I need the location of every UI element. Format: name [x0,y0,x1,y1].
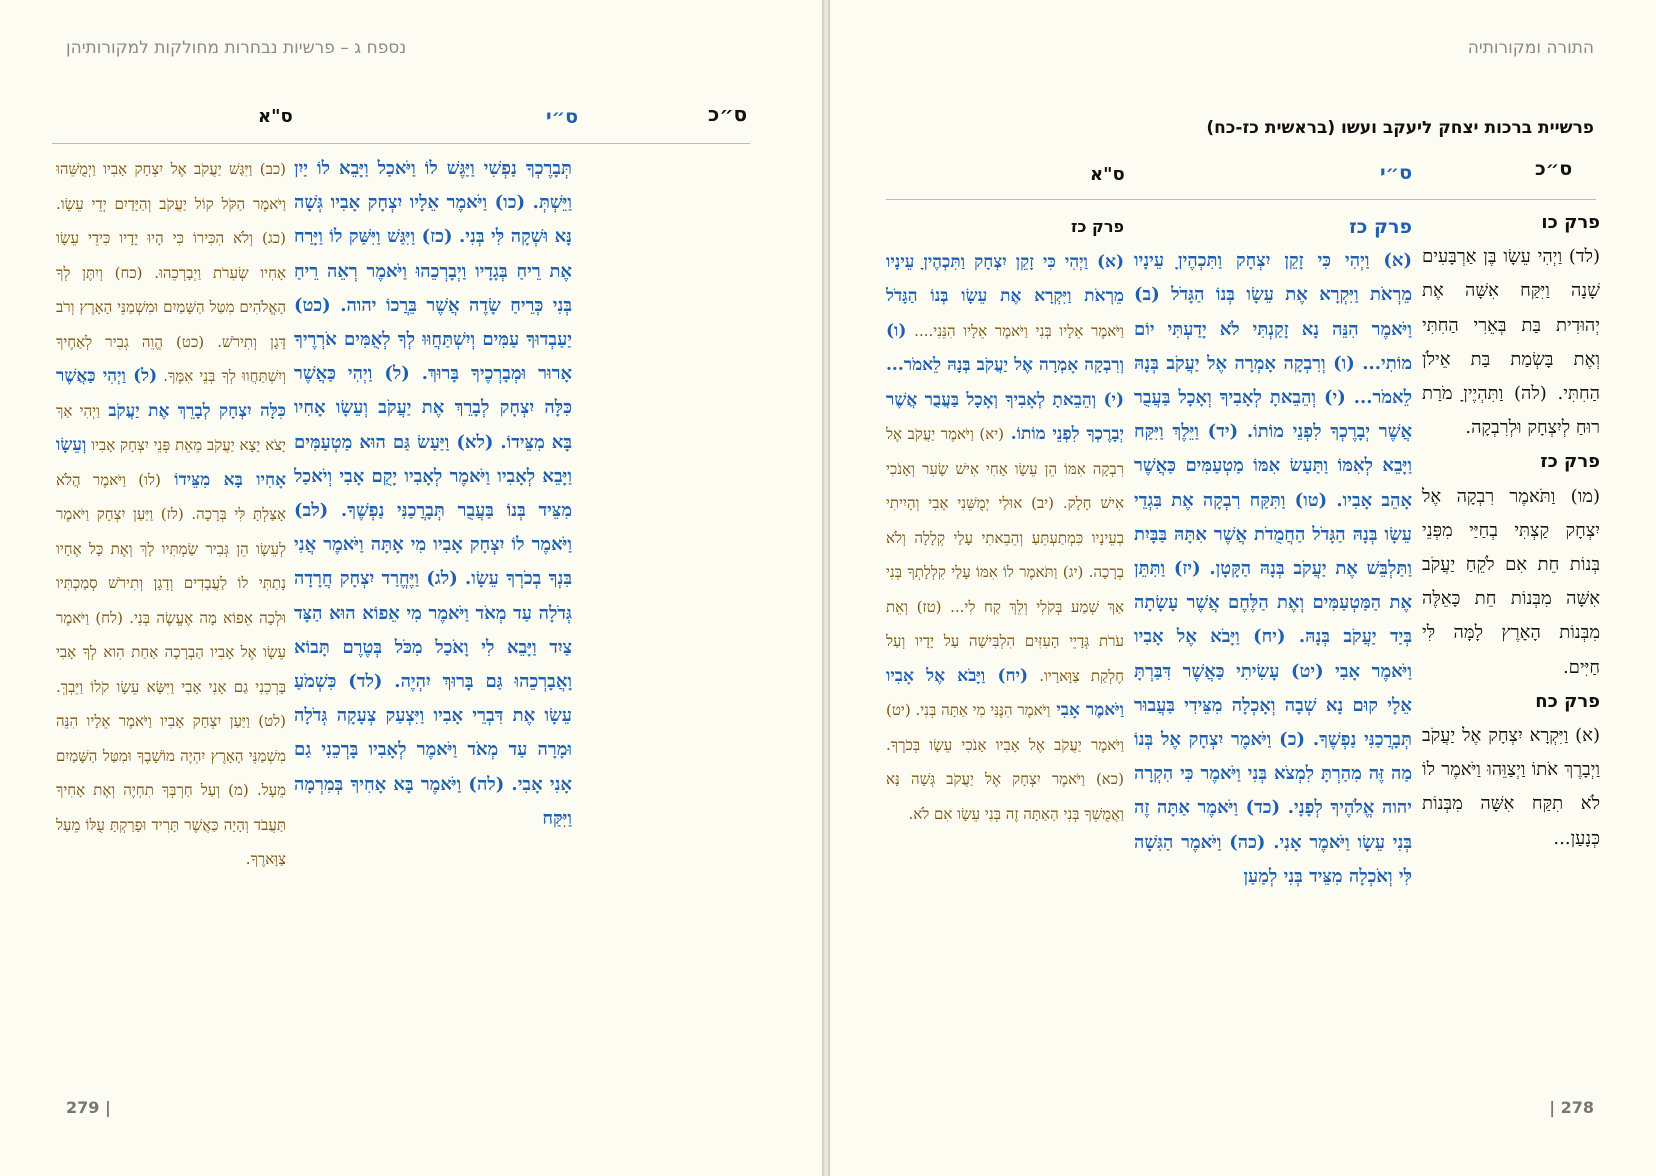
text-segment-gold: וַיֹּאמֶר אֵלָיו בְּנִי וַיֹּאמֶר אֵלָיו הִנֵּנִי.... [906,321,1124,340]
column-ss [1134,210,1412,1070]
column-sa [886,210,1124,1010]
column-ss-text: תְּבָרֶכְךָ נַפְשִׁי וַיַּגֶּשׁ לוֹ וַיֹּאכַל וַיָּבֵא לוֹ יַיִן וַיֵּשְׁתְּ. (כו) וַיֹּאמֶר אֵלָיו יִצְחָק אָבִיו גְּשָׁה נָּא וּשְׁקָה לִּי בְּנִי. (כז) וַיִּגַּשׁ וַיִּשַּׁק לוֹ וַיָּרַח אֶת רֵיחַ בְּגָדָיו וַיְבָרְכֵהוּ וַיֹּאמֶר רְאֵה רֵיחַ בְּנִי כְּרֵיחַ שָׂדֶה אֲשֶׁר בֵּרֲכוֹ יהוה. (כט) יַעַבְדוּךָ עַמִּים וְיִשְׁתַּחֲוּוּ לְךָ לְאֻמִּים אֹרְרֶיךָ אָרוּר וּמְבָרְכֶיךָ בָּרוּךְ. (ל) וַיְהִי כַּאֲשֶׁר כִּלָּה יִצְחָק לְבָרֵךְ אֶת יַעֲקֹב וְעֵשָׂו אָחִיו בָּא מִצֵּידוֹ. (לא) וַיַּעַשׂ גַּם הוּא מַטְעַמִּים וַיָּבֵא לְאָבִיו וַיֹּאמֶר לְאָבִיו יָקֻם אָבִי וְיֹאכַל מִצֵּיד בְּנוֹ בַּעֲבֻר תְּבָרֲכַנִּי נַפְשֶׁךָ. (לב) וַיֹּאמֶר לוֹ יִצְחָק אָבִיו מִי אָתָּה וַיֹּאמֶר אֲנִי בִּנְךָ בְכֹרְךָ עֵשָׂו. (לג) וַיֶּחֱרַד יִצְחָק חֲרָדָה גְּדֹלָה עַד מְאֹד וַיֹּאמֶר מִי אֵפוֹא הוּא הַצָּד צַיִד וַיָּבֵא לִי וָאֹכַל מִכֹּל בְּטֶרֶם תָּבוֹא וָאֲבָרְכֵהוּ גַּם בָּרוּךְ יִהְיֶה. (לד) כִּשְׁמֹעַ עֵשָׂו אֶת דִּבְרֵי אָבִיו וַיִּצְעַק צְעָקָה גְּדֹלָה וּמָרָה עַד מְאֹד וַיֹּאמֶר לְאָבִיו בָּרְכֵנִי גַם אָנִי אָבִי. (לה) וַיֹּאמֶר בָּא אָחִיךָ בְּמִרְמָה וַיִּקַּח [294,158,572,829]
verse-block: (א) וַיִּקְרָא יִצְחָק אֶל יַעֲקֹב וַיְבָרֶךְ אֹתוֹ וַיְצַוֵּהוּ וַיֹּאמֶר לוֹ לֹא תִקַּח אִשָּׁה מִבְּנוֹת כְּנָעַן... [1422,725,1600,849]
page-number: | 278 [1549,1098,1594,1117]
column-sa-text [886,245,1124,832]
text-segment-blue: (יח) וַיָּבֹא אֶל אָבִיו וַיֹּאמֶר אָבִי [886,665,1124,720]
running-head: התורה ומקורותיה [1467,38,1594,58]
text-segment-blue: וְעֵשָׂו אָחִיו בָּא מִצֵּידוֹ [56,435,286,490]
right-page [830,0,1656,1176]
text-segment-gold: (יא) וַיֹּאמֶר יַעֲקֹב אֶל רִבְקָה אִמּוֹ הֵן עֵשָׂו אָחִי אִישׁ שָׂעִר וְאָנֹכִי אִישׁ חָלָק. (יב) אוּלַי יְמֻשֵּׁנִי אָבִי וְהָיִיתִי בְעֵינָיו כִּמְתַעְתֵּעַ וְהֵבֵאתִי עָלַי קְלָלָה וְלֹא בְרָכָה. (יג) וַתֹּאמֶר לוֹ אִמּוֹ עָלַי קִלְלָתְךָ בְּנִי אַךְ שְׁמַע בְּקֹלִי וְלֵךְ קַח לִי... (טז) וְאֵת עֹרֹת גְּדָיֵי הָעִזִּים הִלְבִּישָׁה עַל יָדָיו וְעַל חֶלְקַת צַוָּארָיו. [886,425,1124,685]
text-segment-blue: (א) וַיְהִי כִּי זָקֵן יִצְחָק וַתִּכְהֶיןָ עֵינָיו מֵרְאֹת וַיִּקְרָא אֶת עֵשָׂו בְּנוֹ הַגָּדֹל [886,251,1124,306]
chapter-heading: פרק כז [1349,216,1412,238]
text-segment-gold: (כב) וַיִּגַּשׁ יַעֲקֹב אֶל יִצְחָק אָבִיו וַיְמֻשֵּׁהוּ וַיֹּאמֶר הַקֹּל קוֹל יַעֲקֹב וְהַיָּדַיִם יְדֵי עֵשָׂו. (כג) וְלֹא הִכִּירוֹ כִּי הָיוּ יָדָיו כִּידֵי עֵשָׂו אָחִיו שְׂעִרֹת וַיְבָרְכֵהוּ. (כח) וְיִתֶּן לְךָ הָאֱלֹהִים מִטַּל הַשָּׁמַיִם וּמִשְׁמַנֵּי הָאָרֶץ וְרֹב דָּגָן וְתִירֹשׁ. (כט) הֱוֵה גְבִיר לְאַחֶיךָ וְיִשְׁתַּחֲווּ לְךָ בְּנֵי אִמֶּךָ. [56,160,286,385]
column-header-ss: ס״י [1380,162,1412,184]
column-header-sc: ס״כ [708,102,748,126]
text-segment-gold: וַיֹּאמֶר הִנֶּנִּי מִי אַתָּה בְּנִי. (יט) וַיֹּאמֶר יַעֲקֹב אֶל אָבִיו אָנֹכִי עֵשָׂו בְּכֹרֶךָ. (כא) וַיֹּאמֶר יִצְחָק אֶל יַעֲקֹב גְּשָׁה נָּא וַאֲמֻשְׁךָ בְּנִי הַאַתָּה זֶה בְּנִי עֵשָׂו אִם לֹא. [886,701,1124,823]
text-segment-gold: וַיְהִי אַךְ יָצֹא יָצָא יַעֲקֹב מֵאֵת פְּנֵי יִצְחָק אָבִיו [56,401,286,454]
column-header-ss: ס״י [546,106,578,128]
column-sc-text [1422,206,1600,966]
chapter-heading: פרק כח [1535,690,1600,712]
page-number: 279 | [66,1098,111,1117]
header-rule [886,199,1596,200]
text-segment-blue: (ו) וְרִבְקָה אָמְרָה אֶל יַעֲקֹב בְּנָהּ לֵאמֹר... (י) וְהֵבֵאתָ לְאָבִיךָ וְאָכָל בַּעֲבֻר אֲשֶׁר יְבָרֶכְךָ לִפְנֵי מוֹתוֹ. [886,320,1124,444]
chapter-heading: פרק כז [1540,451,1600,473]
verse-block: (מו) וַתֹּאמֶר רִבְקָה אֶל יִצְחָק קַצְתִּי בְחַיַּי מִפְּנֵי בְּנוֹת חֵת אִם לֹקֵחַ יַעֲקֹב אִשָּׁה מִבְּנוֹת חֵת כָּאֵלֶּה מִבְּנוֹת הָאָרֶץ לָמָּה לִּי חַיִּים. [1422,485,1600,678]
section-title: פרשיית ברכות יצחק ליעקב ועשו (בראשית כז-כח) [1206,118,1594,138]
column-header-sa: ס"א [258,106,293,127]
verse-block: (לד) וַיְהִי עֵשָׂו בֶּן אַרְבָּעִים שָׁנָה וַיִּקַּח אִשָּׁה אֶת יְהוּדִית בַּת בְּאֵרִי הַחִתִּי וְאֶת בָּשְׂמַת בַּת אֵילֹן הַחִתִּי. (לה) וַתִּהְיֶיןָ מֹרַת רוּחַ לְיִצְחָק וּלְרִבְקָה. [1422,246,1600,439]
column-sa-text [56,152,286,1022]
running-head: נספח ג – פרשיות נבחרות מחולקות למקורותיהן [66,38,407,58]
header-rule [52,143,750,144]
book-gutter [822,0,830,1176]
chapter-heading: פרק כז [1071,217,1124,236]
text-segment-blue: (ל) וַיְהִי כַּאֲשֶׁר כִּלָּה יִצְחָק לְבָרֵךְ אֶת יַעֲקֹב [56,366,286,421]
text-segment-gold: (לו) וַיֹּאמֶר הֲלֹא אָצַלְתָּ לִּי בְּרָכָה. (לז) וַיַּעַן יִצְחָק וַיֹּאמֶר לְעֵשָׂו הֵן גְּבִיר שַׂמְתִּיו לָךְ וְאֶת כָּל אֶחָיו נָתַתִּי לוֹ לַעֲבָדִים וְדָגָן וְתִירֹשׁ סְמַכְתִּיו וּלְכָה אֵפוֹא מָה אֶעֱשֶׂה בְּנִי. (לח) וַיֹּאמֶר עֵשָׂו אֶל אָבִיו הַבְרָכָה אַחַת הִוא לְךָ אָבִי בָּרְכֵנִי גַם אָנִי אָבִי וַיִּשָּׂא עֵשָׂו קֹלוֹ וַיֵּבְךְּ. (לט) וַיַּעַן יִצְחָק אָבִיו וַיֹּאמֶר אֵלָיו הִנֵּה מִשְׁמַנֵּי הָאָרֶץ יִהְיֶה מוֹשָׁבֶךָ וּמִטַּל הַשָּׁמַיִם מֵעָל. (מ) וְעַל חַרְבְּךָ תִחְיֶה וְאֶת אָחִיךָ תַּעֲבֹד וְהָיָה כַּאֲשֶׁר תָּרִיד וּפָרַקְתָּ עֻלּוֹ מֵעַל צַוָּארֶךָ. [56,470,286,868]
column-ss-text: (א) וַיְהִי כִּי זָקֵן יִצְחָק וַתִּכְהֶיןָ עֵינָיו מֵרְאֹת וַיִּקְרָא אֶת עֵשָׂו בְּנוֹ הַגָּדֹל (ב) וַיֹּאמֶר הִנֵּה נָא זָקַנְתִּי לֹא יָדַעְתִּי יוֹם מוֹתִי... (ו) וְרִבְקָה אָמְרָה אֶל יַעֲקֹב בְּנָהּ לֵאמֹר... (י) וְהֵבֵאתָ לְאָבִיךָ וְאָכָל בַּעֲבֻר אֲשֶׁר יְבָרֶכְךָ לִפְנֵי מוֹתוֹ. (יד) וַיֵּלֶךְ וַיִּקַּח וַיָּבֵא לְאִמּוֹ וַתַּעַשׂ אִמּוֹ מַטְעַמִּים כַּאֲשֶׁר אָהֵב אָבִיו. (טו) וַתִּקַּח רִבְקָה אֶת בִּגְדֵי עֵשָׂו בְּנָהּ הַגָּדֹל הַחֲמֻדֹת אֲשֶׁר אִתָּהּ בַּבָּיִת וַתַּלְבֵּשׁ אֶת יַעֲקֹב בְּנָהּ הַקָּטָן. (יז) וַתִּתֵּן אֶת הַמַּטְעַמִּים וְאֶת הַלֶּחֶם אֲשֶׁר עָשָׂתָה בְּיַד יַעֲקֹב בְּנָהּ. (יח) וַיָּבֹא אֶל אָבִיו וַיֹּאמֶר אָבִי (יט) עָשִׂיתִי כַּאֲשֶׁר דִּבַּרְתָּ אֵלָי קוּם נָא שְׁבָה וְאָכְלָה מִצֵּידִי בַּעֲבוּר תְּבָרֲכַנִּי נַפְשֶׁךָ. (כ) וַיֹּאמֶר יִצְחָק אֶל בְּנוֹ מַה זֶּה מִהַרְתָּ לִמְצֹא בְּנִי וַיֹּאמֶר כִּי הִקְרָה יהוה אֱלֹהֶיךָ לְפָנָי. (כד) וַיֹּאמֶר אַתָּה זֶה בְּנִי עֵשָׂו וַיֹּאמֶר אָנִי. (כה) וַיֹּאמֶר הַגִּשָׁה לִּי וְאֹכְלָה מִצֵּיד בְּנִי לְמַעַן [1134,250,1412,887]
left-page [0,0,822,1176]
column-header-sc: ס״כ [1535,158,1573,180]
chapter-heading: פרק כו [1541,212,1600,233]
column-header-sa: ס"א [1090,164,1125,185]
